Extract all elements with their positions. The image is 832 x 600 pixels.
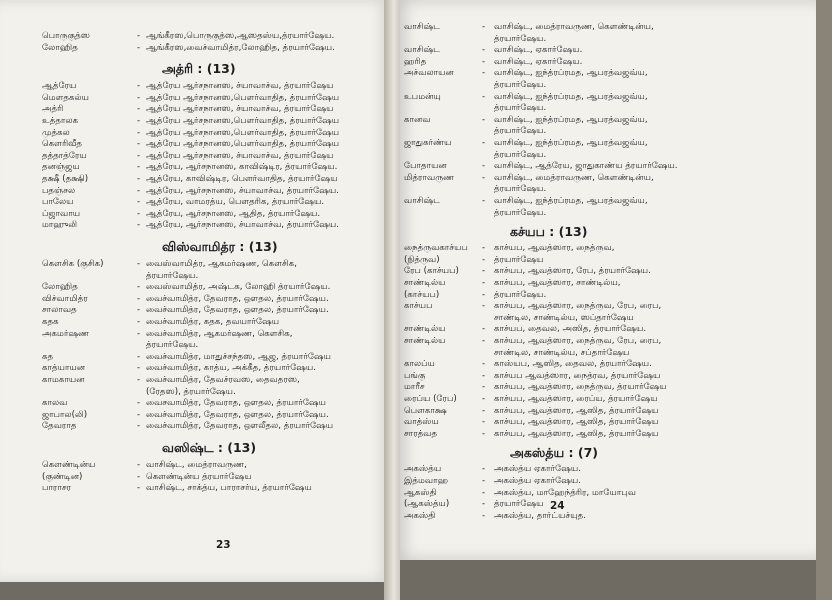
gotra-name: ரைப்ய (ரேப) [404,394,457,404]
pravara-text: காச்யப ஆவத்ஸார, நைத்ரவ, த்ரயார்ஷேய [494,370,661,381]
gotra-name: தேவராத [42,421,77,432]
gotra-name: வாத்ஸ்ய [404,417,439,428]
separator-dash: - [482,359,486,370]
separator-dash: - [137,127,141,138]
separator-dash: - [137,409,141,420]
gotra-name: அச்வலாயன [404,68,454,79]
pravara-text-continued: த்ரயார்ஷேய. [494,103,547,114]
gotra-name: ஆத்ரேய [42,81,77,92]
pravara-text: வைச்வாமித்ர, கதக, தவயார்ஷேய [146,317,280,327]
gotra-name: கதக [42,317,59,327]
gotra-name: காலவ [42,398,68,409]
separator-dash: - [482,266,486,277]
gotra-name: தத்தாத்ரேய [42,150,87,161]
gotra-name: தக்ஷீ (தக்ஷி) [42,174,89,184]
pravara-text: வைச்வாமித்ர, தேவச்ரவஸ, தைவதரஸ, [146,375,300,385]
separator-dash: - [137,162,141,173]
section-heading: கச்யப : (13) [510,224,588,240]
section-heading: அத்ரி : (13) [162,61,236,77]
separator-dash: - [137,185,141,196]
gotra-name: ஜாதுகர்ண்ய [404,138,452,148]
right-page [392,0,816,560]
pravara-text: வைசவாமித்ர, தேவராத, ஔதல, த்ரயார்ஷேய [146,398,327,409]
pravara-text-continued: த்ரயார்ஷேய. [494,80,547,90]
separator-dash: - [482,91,486,102]
pravara-text-continued: த்ரயார்ஷேய. [146,340,199,351]
pravara-text: ஆத்ரேய ஆர்சநானஸ,பௌர்வாதித, த்ரயார்ஷேய [146,139,340,150]
separator-dash: - [482,161,486,172]
separator-dash: - [482,428,486,439]
pravara-text: வைச்வாமித்ர, தேவராத, ஔலீதல, த்ரயார்ஷேய [146,421,334,432]
separator-dash: - [482,196,486,206]
pravara-text: வாசிஷ்ட, ஆத்ரேய, ஜாதுகாண்ய த்ரயார்ஷேய. [494,161,678,172]
pravara-text: காஸ்யப, ஆஸித, தைவல, த்ரயார்ஷேய. [494,359,652,370]
gotra-name: சாண்டில்ய [404,336,446,346]
pravara-text: வாசிஷ்ட, ஐந்த்ரப்ரமத, ஆபரத்வஜவ்ய, [494,91,648,102]
gotra-name: மித்ராவருண [404,172,455,183]
gotra-name: காமகாயன [42,375,85,385]
pravara-text: ஆத்ரேய, வாமரத்ய, பௌதரிக, த்ரயார்ஷேய. [146,197,325,208]
separator-dash: - [482,68,486,79]
gotra-name: பங்கு [404,370,426,381]
pravara-text: வைச்வாமித்ர, தேவராத, ஔதல, த்ரயார்ஷேய. [146,305,329,316]
pravara-text: காச்யப, ஆவத்ஸார, ஆஸித, த்ரயார்ஷேய [494,428,659,439]
separator-dash: - [137,92,141,103]
gotra-name: பௌகாக்ஷ [404,405,447,416]
pravara-text: வாசிஷ்ட, ஐந்த்ரப்ரமத, ஆபரத்வஜவ்ய, [494,138,648,148]
gotra-name: முத்கல [42,127,70,138]
separator-dash: - [482,324,486,335]
pravara-text: காச்யப, ஆவத்ஸார, ஆஸித, த்ரயார்ஷேய [494,417,659,428]
gotra-name: ப்ஜாவாய [42,208,81,219]
pravara-text: ஆங்கீரஸ,பொருகுத்ஸ,ஆஸதஸ்ய,த்ரயார்ஷேய. [146,31,335,41]
page-edge [816,0,832,600]
separator-dash: - [482,45,486,56]
separator-dash: - [482,417,486,428]
gotra-name: சாரத்வத [404,428,438,439]
separator-dash: - [482,278,486,288]
pravara-text-continued: த்ரயார்ஷேய. [494,207,547,218]
separator-dash: - [482,289,486,300]
separator-dash: - [137,483,141,494]
pravara-text: ஆத்ரேய ஆர்சநானஸ, ச்யாவாச்வ, த்ரயார்ஷேய [146,104,334,115]
separator-dash: - [137,293,141,304]
gotra-name: உத்தாலக [42,116,79,126]
gotra-name: இத்மவாஹ [404,476,449,486]
separator-dash: - [482,172,486,183]
pravara-text: கௌண்டின்ய த்ரயார்ஷேய [146,471,252,482]
pravara-text: வைச்வாமித்ர, தேவராத, ஔதல, த்ரயார்ஷேய. [146,293,329,304]
separator-dash: - [137,460,141,470]
separator-dash: - [137,150,141,161]
pravara-text-continued: த்ரயார்ஷேய. [494,149,547,160]
separator-dash: - [137,42,141,53]
section-heading: வஸிஷ்ட : (13) [162,440,257,455]
pravara-text: ஆத்ரேய ஆர்சநானஸ, ச்யாவாச்வ, த்ரயார்ஷேய [146,150,334,161]
gotra-name: லோஹித [42,282,78,293]
pravara-text: காச்யப, ஆவத்ஸார, நைத்ருவ, [494,243,615,254]
pravara-text: ஆத்ரேய ஆர்சநானஸ,பௌர்வாதித, த்ரயார்ஷேய [146,116,340,126]
gotra-name: ஹரித [404,56,427,67]
gotra-name: மாரீச [404,382,425,393]
pravara-text: வாசிஷ்ட, மைத்ராவருண, [146,460,247,470]
pravara-text: வாசிஷ்ட, ஏகார்ஷேய. [494,45,583,56]
pravara-text: ஆத்ரேய ஆர்சநானஸ,பௌர்வாதித, த்ரயார்ஷேய [146,127,340,138]
separator-dash: - [482,336,486,346]
gotra-name: மௌதகல்ய [42,92,89,103]
separator-dash: - [137,375,141,385]
separator-dash: - [137,220,141,231]
pravara-text: காச்யப, ஆவத்ஸார, ஆஸித, த்ரயார்ஷேய [494,405,659,416]
gotra-name: உபமன்யு [404,91,441,102]
gotra-name: காலப்ய [404,359,435,370]
pravara-text: வைஸ்வாமித்ர, ஆகமர்ஷண, கௌசிக, [146,259,297,269]
pravara-text: வைச்வாமித்ர, காத்ய, அக்கீத, த்ரயார்ஷேய. [146,363,317,374]
pravara-text-continued: சாண்டில, சாண்டில்ய, சப்தார்ஷேய [494,347,630,358]
separator-dash: - [137,174,141,184]
gotra-name: பாலேய [42,197,74,208]
pravara-text-continued: த்ரயார்ஷேய. [494,184,547,195]
gotra-name: அகஸ்தி [404,510,436,521]
separator-dash: - [482,114,486,125]
pravara-text: வைச்வாமித்ர, மாதுச்சந்தஸ, ஆஜ, த்ரயார்ஷேய [146,351,331,362]
separator-dash: - [137,31,141,41]
pravara-text: வாசிஷ்ட, ஏகார்ஷேய. [494,56,583,67]
separator-dash: - [482,487,486,498]
separator-dash: - [137,363,141,374]
gotra-name: வாசிஷ்ட [404,196,440,206]
separator-dash: - [482,464,486,475]
separator-dash: - [137,81,141,92]
pravara-text: காச்யப, ஆவத்ஸார, நைத்ருவ, ரேப, ரைப, [494,301,662,312]
separator-dash: - [137,317,141,327]
left-page [0,0,392,582]
gotra-name: பாராசர [42,483,72,494]
gotra-name: கௌசிக (குசிக) [42,259,104,269]
pravara-text: ஆத்ரேய ஆர்சநானஸ,பௌர்வாதித, த்ரயார்ஷேய [146,92,340,103]
gotra-name: (காச்யப) [404,289,440,300]
page-number: 23 [216,539,231,551]
gotra-name: கத [42,351,54,362]
separator-dash: - [137,116,141,126]
gotra-name: ஆகஸ்தி [404,487,437,498]
gotra-name: அகமர்ஷண [42,328,90,339]
gotra-name: சாண்டில்ய [404,324,446,335]
pravara-text: வாசிஷ்ட, ஐந்த்ரப்ரமத, ஆபரத்வஜவ்ய, [494,196,648,206]
pravara-text-continued: த்ரயார்ஷேய. [146,270,199,281]
pravara-text: த்ரயார்ஷேய [494,499,544,510]
separator-dash: - [482,510,486,521]
gotra-name: பதஞ்சல [42,185,76,196]
pravara-text: த்ரயார்ஷேய. [494,289,547,300]
gotra-name: சாண்டில்ய [404,278,446,288]
pravara-text: அகஸ்த்ய ஏகார்ஷேய. [494,476,581,486]
separator-dash: - [482,476,486,486]
pravara-text: ஆத்ரேய, காவிஷ்டிர, பௌர்வாதித, த்ரயார்ஷேய [146,174,338,184]
pravara-text-continued: சாண்டில, சாண்டில்ய, ஸப்தார்ஷேய [494,312,634,323]
pravara-text: வாசிஷ்ட, ஐந்த்ரப்ரமத, ஆபரத்வஜவ்ய, [494,114,648,125]
pravara-text: அகஸ்த்ய, மாஹேந்த்ரிர, மாயோபுவ [494,487,636,498]
separator-dash: - [482,370,486,381]
separator-dash: - [482,138,486,148]
separator-dash: - [137,139,141,150]
pravara-text: ஆத்ரேய, ஆர்சநானஸ, காவிஷ்டிர, த்ரயார்ஷேய. [146,162,338,173]
pravara-text: வாசிஷ்ட, மைத்ராவருண, கௌண்டின்ய, [494,172,654,183]
separator-dash: - [482,394,486,404]
separator-dash: - [482,382,486,393]
pravara-text: வாசிஷ்ட, ஐந்த்ரப்ரமத, ஆபரத்வஜவ்ய, [494,68,648,79]
pravara-text: காச்யப, தைவல, அஸித, த்ரயார்ஷேய. [494,324,647,335]
separator-dash: - [137,208,141,219]
gotra-name: (ஆகஸ்த்ய) [404,499,450,510]
separator-dash: - [137,398,141,409]
gotra-name: கௌண்டின்ய [42,460,96,470]
pravara-text: வைஸ்வாமித்ர, அஷ்டக, லோஹி த்ரயார்ஷேய. [146,282,331,293]
pravara-text: வைச்வாமித்ர, ஆகமர்ஷண, கௌசிக, [146,328,293,339]
pravara-text: ஆங்கீரஸ,வைச்வாமித்ர,லோஹித, த்ரயார்ஷேய. [146,42,335,53]
pravara-text: ஆத்ரேய ஆர்சநானஸ, ச்யாவாச்வ, த்ரயார்ஷேய [146,81,334,92]
separator-dash: - [482,22,486,32]
separator-dash: - [137,351,141,362]
pravara-text: த்ரயார்ஷேய [494,254,544,265]
separator-dash: - [137,305,141,316]
gotra-name: மாஹுலி [42,220,78,231]
gotra-name: விச்வாமித்ர [42,293,88,304]
pravara-text: காச்யப, ஆவத்ஸார, ரேப, த்ரயார்ஷேய. [494,266,651,277]
gotra-name: சாலாவத [42,305,77,316]
pravara-text-continued: (ரேதஸ), த்ரயார்ஷேய. [146,386,236,397]
gotra-name: ரேப (காச்யப) [404,266,459,277]
separator-dash: - [137,471,141,482]
gotra-name: காச்யப [404,301,433,312]
separator-dash: - [137,104,141,115]
gotra-name: தனஞ்ஜய [42,162,80,173]
separator-dash: - [137,282,141,293]
gotra-name: பொருகுத்ஸ [42,31,90,41]
gotra-name: வாசிஷ்ட [404,45,440,56]
gotra-name: கானவ [404,114,431,125]
gotra-name: (குண்டின) [42,471,83,482]
pravara-text: காச்யப, ஆவத்ஸார, நைத்ருவ, ரேப, ரைப, [494,336,662,346]
gotra-name: வாசிஷ்ட [404,22,440,32]
gotra-name: (நித்ருவ) [404,254,440,265]
gotra-name: லோஹித [42,42,78,53]
gotra-name: அகஸ்த்ய [404,464,442,475]
pravara-text: அகஸ்த்ய, தார்ட்யச்யுத. [494,510,586,521]
separator-dash: - [482,56,486,67]
pravara-text: வாசிஷ்ட, மைத்ராவருண, கௌண்டின்ய, [494,22,654,32]
separator-dash: - [482,405,486,416]
page-number: 24 [550,500,565,512]
pravara-text: வாசிஷ்ட, சாக்த்ய, பாராசர்ய, த்ரயார்ஷேய [146,483,312,494]
pravara-text: ஆத்ரேய, ஆர்சநானஸ, ஆதித, த்ரயார்ஷேய. [146,208,321,219]
separator-dash: - [482,254,486,265]
pravara-text: காச்யப, ஆவத்ஸார, நைத்ருவ, த்ரயார்ஷேய [494,382,667,393]
separator-dash: - [482,499,486,510]
section-heading: விஸ்வாமித்ர : (13) [162,239,278,254]
pravara-text-continued: த்ரயார்ஷேய. [494,33,547,44]
pravara-text-continued: த்ரயார்ஷேய. [494,126,547,137]
separator-dash: - [482,301,486,312]
book-gutter [384,0,400,600]
gotra-name: போதாயன [404,161,447,172]
pravara-text: வைச்வாமித்ர, தேவராத, ஔதல, த்ரயார்ஷேய. [146,409,329,420]
gotra-name: நைத்ருவகாச்யப [404,243,468,254]
gotra-name: அத்ரி [42,104,64,115]
gotra-name: ஜாபால(லி) [42,409,88,420]
gotra-name: காத்யாயன [42,363,86,374]
separator-dash: - [137,421,141,432]
pravara-text: ஆத்ரேய, ஆர்சநானஸ, ச்யாவாச்வ, த்ரயார்ஷேய. [146,220,339,231]
separator-dash: - [137,259,141,269]
pravara-text: அகஸ்த்ய ஏகார்ஷேய. [494,464,581,475]
separator-dash: - [137,197,141,208]
gotra-name: கௌரிவீத [42,139,82,150]
section-heading: அகஸ்த்ய : (7) [510,445,599,461]
pravara-text: காச்யப, ஆவத்ஸார, சாண்டில்ய, [494,278,621,288]
separator-dash: - [137,328,141,339]
pravara-text: ஆத்ரேய, ஆர்சநானஸ, ச்யாவாச்வ, த்ரயார்ஷேய. [146,185,339,196]
separator-dash: - [482,243,486,254]
pravara-text: காச்யப, ஆவத்ஸார, ரைப்ய, த்ரயார்ஷேய [494,394,658,404]
